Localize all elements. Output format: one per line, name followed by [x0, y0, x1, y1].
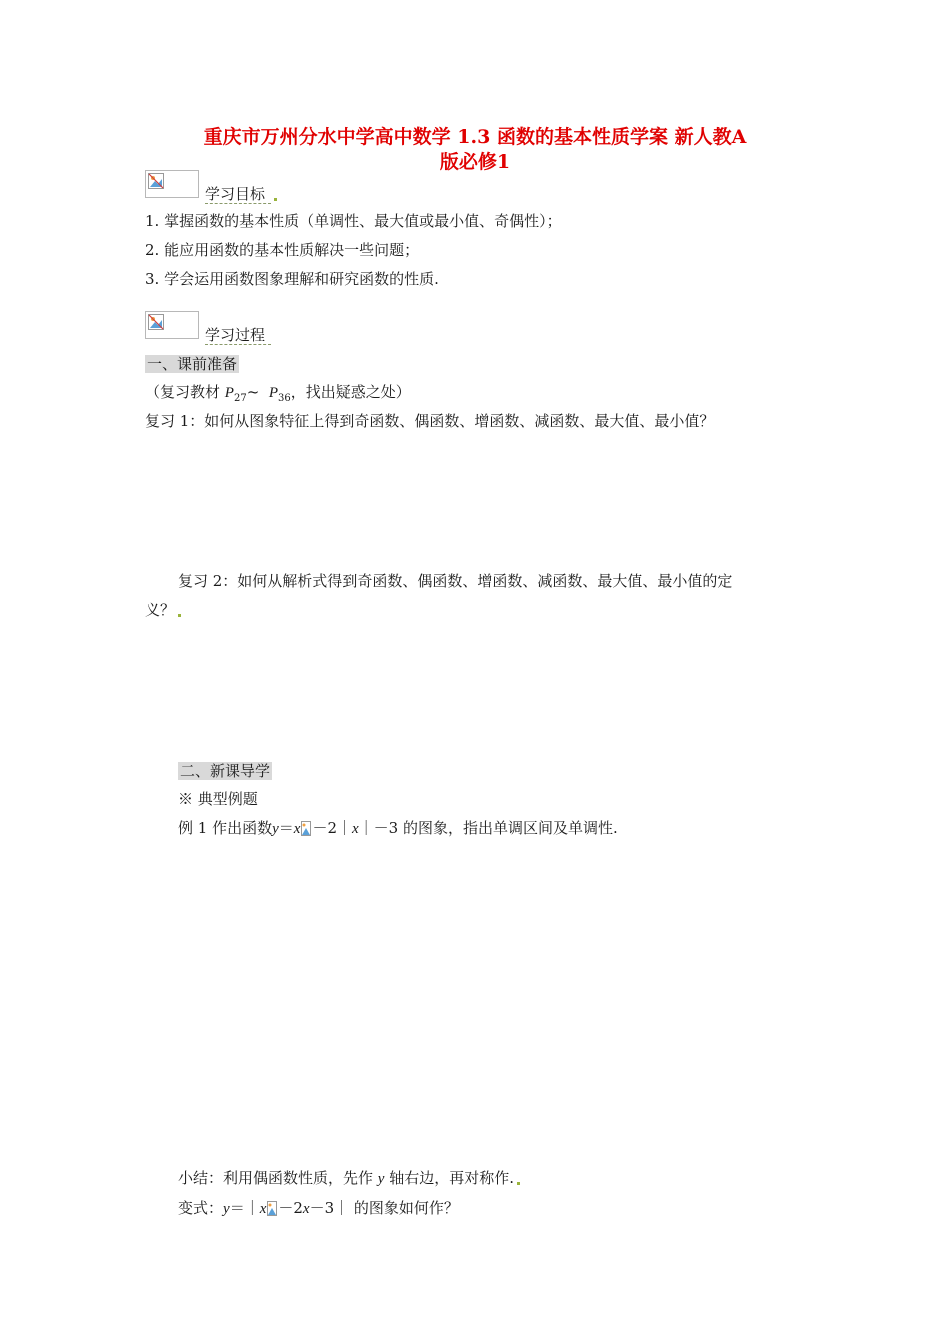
broken-image-icon	[267, 1201, 277, 1216]
section-heading-new-lesson: 二、新课导学	[180, 762, 271, 780]
review-question-2-line2: 义？	[145, 599, 181, 620]
process-heading: 学习过程	[205, 324, 271, 345]
example-1: 例 1 作出函数y＝x －2｜x｜－3 的图象，指出单调区间及单调性.	[178, 819, 618, 837]
goal-item-2: 2. 能应用函数的基本性质解决一些问题；	[145, 241, 420, 259]
broken-image-icon	[145, 170, 199, 198]
review-question-1: 复习 1：如何从图象特征上得到奇函数、偶函数、增函数、减函数、最大值、最小值？	[145, 412, 715, 430]
broken-image-icon	[301, 821, 311, 836]
goal-item-3: 3. 学会运用函数图象理解和研究函数的性质.	[145, 270, 439, 288]
review-note: （复习教材 $P_{27}\sim$ $P_{36}$，找出疑惑之处）	[145, 383, 411, 404]
review-question-2-line1: 复习 2：如何从解析式得到奇函数、偶函数、增函数、减函数、最大值、最小值的定	[178, 572, 733, 590]
section-heading-prep: 一、课前准备	[147, 355, 238, 373]
summary: 小结：利用偶函数性质，先作 y 轴右边，再对称作.	[178, 1167, 520, 1188]
document-title-line2: 版必修1	[439, 151, 511, 173]
goals-heading: 学习目标	[205, 183, 277, 204]
document-title-line1: 重庆市万州分水中学高中数学 1.3 函数的基本性质学案 新人教A	[203, 126, 747, 148]
typical-examples-label: ※ 典型例题	[178, 790, 258, 808]
goal-item-1: 1. 掌握函数的基本性质（单调性、最大值或最小值、奇偶性）；	[145, 212, 562, 230]
variant: 变式：y＝｜x －2x－3｜ 的图象如何作？	[178, 1199, 459, 1217]
broken-image-icon	[145, 311, 199, 339]
